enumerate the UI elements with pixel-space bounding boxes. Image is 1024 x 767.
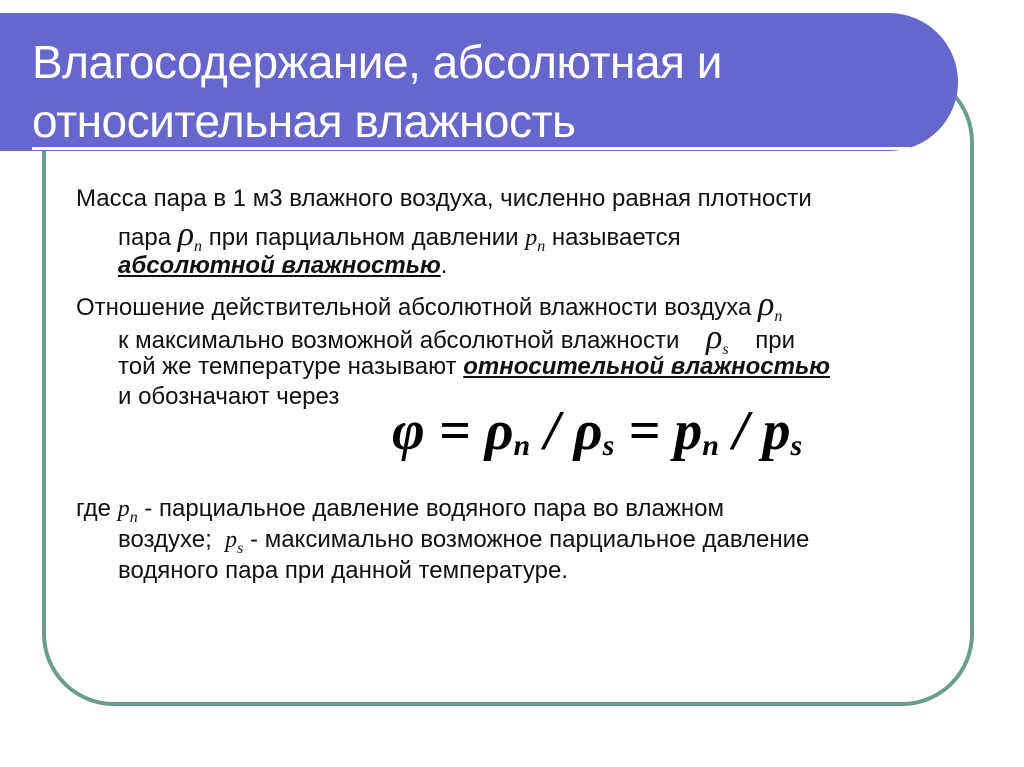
formula-slash-2: / [732, 400, 749, 462]
rho-symbol: ρ [177, 216, 195, 253]
p2-text-4: и обозначают через [118, 383, 340, 410]
p2-text-2: к максимально возможной абсолютной влажности [118, 327, 680, 354]
formula-rho-n: ρ [484, 400, 514, 462]
formula-slash: / [544, 400, 560, 462]
formula-sub-n-2: n [702, 429, 719, 462]
term-absolute-humidity: абсолютной влажностью [118, 252, 441, 279]
relative-humidity-formula [392, 396, 802, 481]
rho-symbol: ρ [706, 319, 723, 356]
p1-text-2b: при парциальном давлении [208, 224, 519, 251]
p1-period: . [440, 252, 448, 279]
rho-subscript-s: s [722, 341, 729, 358]
formula-p-n: p [674, 400, 703, 462]
formula-sub-n: n [513, 429, 531, 462]
p2-line-3 [76, 351, 1018, 382]
p3-line-3 [76, 555, 1018, 586]
formula-sub-s-2: s [790, 429, 803, 462]
p-subscript-n: n [537, 238, 546, 255]
p1-text-2c: называется [551, 224, 681, 251]
p2-text-1: Отношение действительной абсолютной влажности воздуха [76, 294, 752, 321]
title-bar [0, 13, 958, 151]
slide-title [32, 33, 932, 151]
p2-text-2-end: при [755, 327, 796, 354]
rho-subscript-n: n [774, 308, 783, 325]
p1-text-1: Масса пара в 1 м3 влажного воздуха, численно равная плотности [76, 185, 812, 212]
p3-text-2a: воздухе; [118, 526, 212, 553]
p3-text-1: - парциальное давление водяного пара во влажном [144, 495, 724, 522]
p-symbol: p [525, 225, 538, 251]
term-relative-humidity: относительной влажностью [463, 353, 830, 380]
formula-sub-s: s [602, 429, 615, 462]
p-subscript-s: s [237, 540, 244, 557]
p-symbol: p [117, 496, 130, 522]
title-underline [32, 147, 910, 150]
title-line-1: Влагосодержание, абсолютная и [32, 36, 722, 88]
rho-subscript-n: n [194, 238, 203, 255]
title-line-2: относительная влажность [32, 95, 576, 147]
formula-rho-s: ρ [573, 400, 603, 462]
formula-p-s: p [762, 400, 791, 462]
p-symbol: p [225, 527, 238, 553]
p3-text-2b: - максимально возможное парциальное давление [250, 526, 810, 553]
formula-equals-2: = [628, 400, 661, 462]
formula-equals: = [438, 400, 471, 462]
p1-line-3 [76, 250, 1018, 281]
p1-line-1 [76, 183, 976, 214]
p3-start: где [76, 495, 112, 522]
p2-text-3: той же температуре называют [118, 353, 457, 380]
p3-text-3: водяного пара при данной температуре. [118, 557, 568, 584]
formula-phi: φ [392, 400, 425, 462]
p1-text-2a: пара [118, 224, 172, 251]
rho-symbol: ρ [758, 286, 775, 323]
p-subscript-n: n [129, 509, 138, 526]
